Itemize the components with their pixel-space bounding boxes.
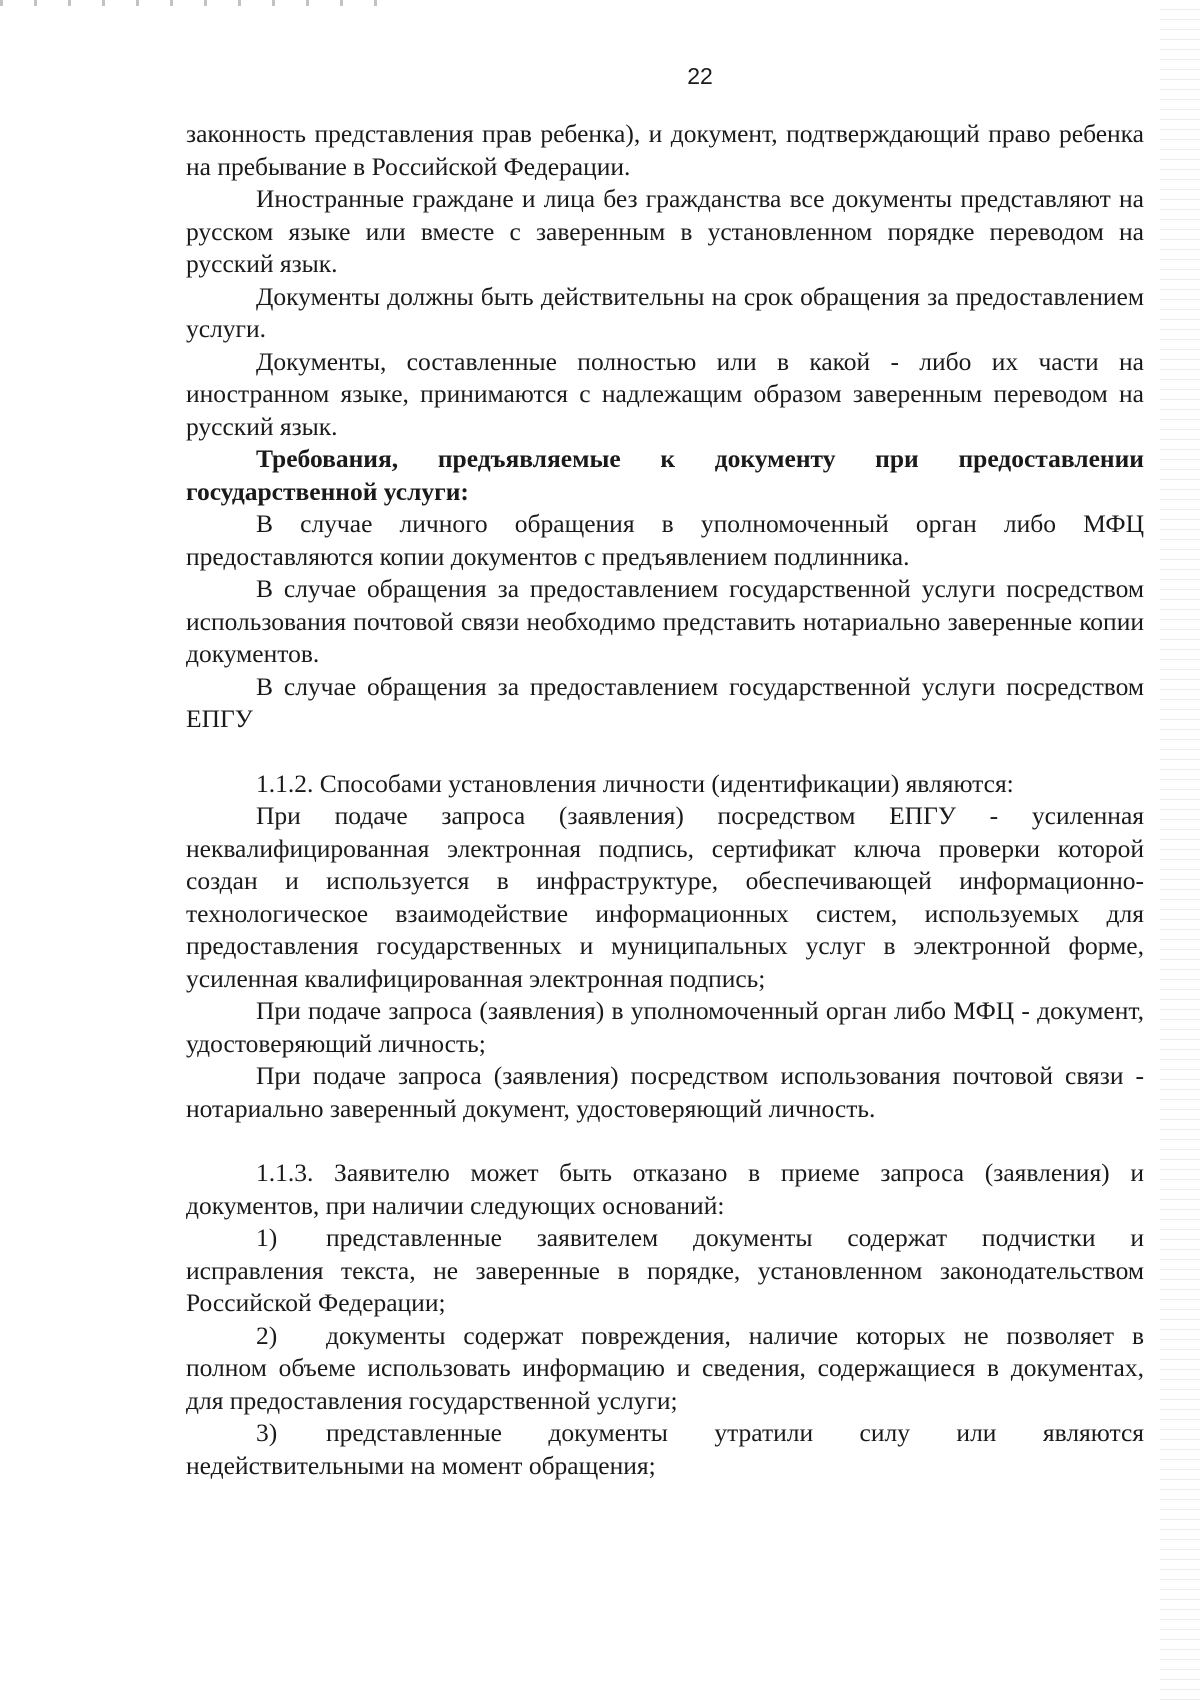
- list-item-text: представленные документы утратили силу или являются недействительными на момент обращения;: [186, 1418, 1144, 1480]
- scan-artifact-top: [0, 0, 380, 6]
- list-item-number: 1): [256, 1223, 278, 1252]
- list-item: [186, 1320, 1144, 1418]
- section-1-1-2: 1.1.2. Способами установления личности (идентификации) являются:: [256, 768, 1014, 798]
- section-heading-requirements: Требования, предъявляемые к документу при предоставлении государственной услуги:: [186, 444, 1144, 506]
- paragraph-foreign-citizens: Иностранные граждане и лица без гражданства все документы представляют на русском языке или вместе с заверенным в установленном порядке переводом на русский язык.: [186, 184, 1144, 278]
- paragraph-postal: В случае обращения за предоставлением государственной услуги посредством использования почтовой связи необходимо представить нотариально заверенные копии документов.: [186, 574, 1144, 668]
- paragraph-postal-document: При подаче запроса (заявления) посредством использования почтовой связи - нотариально заверенный документ, удостоверяющий личность.: [186, 1061, 1144, 1123]
- page-number: 22: [687, 63, 713, 89]
- document-body: [186, 118, 1144, 1482]
- paragraph-epgu: В случае обращения за предоставлением государственной услуги посредством ЕПГУ: [186, 671, 1144, 733]
- list-item: [186, 1222, 1144, 1320]
- section-1-1-3: 1.1.3. Заявителю может быть отказано в приеме запроса (заявления) и документов, при наличии следующих оснований:: [186, 1158, 1144, 1220]
- paragraph-continuation: законность представления прав ребенка), и документ, подтверждающий право ребенка на пребывание в Российской Федерации.: [186, 119, 1144, 181]
- paragraph-epgu-signature: При подаче запроса (заявления) посредством ЕПГУ - усиленная неквалифицированная электронная подпись, сертификат ключа проверки которой создан и используется в инфраструктуре, обеспечивающей информационно-технологическое взаимодействие информационных систем, используемых для предоставления государственных и муниципальных услуг в электронной форме, усиленная квалифицированная электронная подпись;: [186, 801, 1144, 993]
- list-item-number: 2): [256, 1320, 278, 1350]
- paragraph-validity: Документы должны быть действительны на срок обращения за предоставлением услуги.: [186, 281, 1144, 343]
- list-item: [186, 1417, 1144, 1482]
- spacer: [186, 1125, 1144, 1157]
- spacer: [186, 736, 1144, 768]
- list-item-text: представленные заявителем документы содержат подчистки и исправления текста, не заверенные в порядке, установленном законодательством Российской Федерации;: [186, 1223, 1144, 1317]
- paragraph-personal-visit: В случае личного обращения в уполномоченный орган либо МФЦ предоставляются копии документов с предъявлением подлинника.: [186, 509, 1144, 571]
- list-item-text: документы содержат повреждения, наличие которых не позволяет в полном объеме использовать информацию и сведения, содержащиеся в документах, для предоставления государственной услуги;: [186, 1320, 1144, 1415]
- paragraph-translation: Документы, составленные полностью или в какой - либо их части на иностранном языке, принимаются с надлежащим образом заверенным переводом на русский язык.: [186, 346, 1144, 441]
- paragraph-mfc-document: При подаче запроса (заявления) в уполномоченный орган либо МФЦ - документ, удостоверяющий личность;: [186, 996, 1144, 1058]
- scan-artifact-right: [1160, 0, 1200, 1701]
- list-item-number: 3): [256, 1418, 278, 1447]
